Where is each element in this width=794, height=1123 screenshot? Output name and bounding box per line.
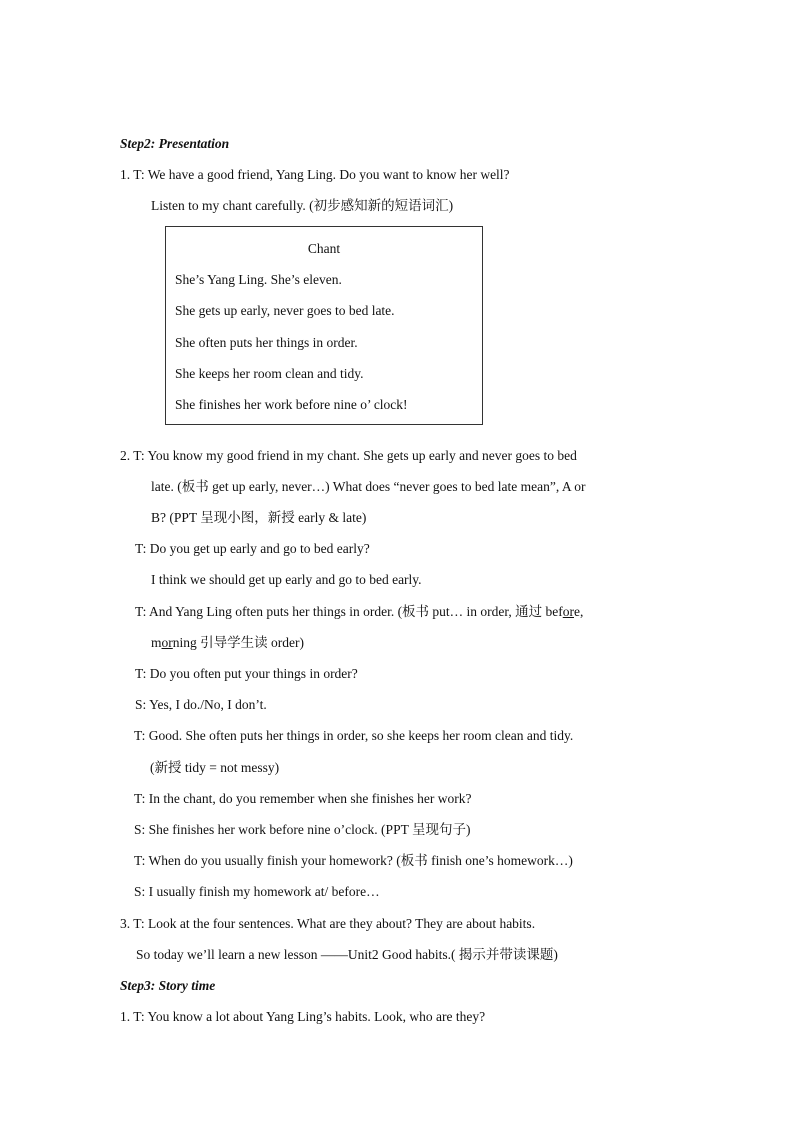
item2-line14: T: When do you usually finish your homework? (板书 finish one’s homework…) bbox=[134, 853, 573, 868]
item2-line9: S: Yes, I do./No, I don’t. bbox=[135, 697, 267, 712]
step2-item1-line2: Listen to my chant carefully. (初步感知新的短语词汇) bbox=[151, 198, 454, 213]
line6-text-a: T: And Yang Ling often puts her things in order. (板书 put… in order, 通过 bef bbox=[135, 604, 563, 619]
item2-line5: I think we should get up early and go to bed early. bbox=[151, 572, 422, 587]
item2-line11: (新授 tidy = not messy) bbox=[150, 760, 280, 775]
chant-line: She’s Yang Ling. She’s eleven. bbox=[175, 272, 342, 287]
item2-line3: B? (PPT 呈现小图，新授 early & late) bbox=[151, 510, 367, 525]
line7-text-a: m bbox=[151, 635, 162, 650]
item2-line12: T: In the chant, do you remember when she finishes her work? bbox=[134, 791, 472, 806]
step2-item1-line1: 1. T: We have a good friend, Yang Ling. Do you want to know her well? bbox=[120, 167, 510, 182]
chant-line: She finishes her work before nine o’ clock! bbox=[175, 397, 408, 412]
step2-heading: Step2: Presentation bbox=[120, 136, 230, 151]
item2-line2: late. (板书 get up early, never…) What does “never goes to bed late mean”, A or bbox=[151, 479, 586, 494]
line6-text-b: e, bbox=[574, 604, 584, 619]
chant-line: She often puts her things in order. bbox=[175, 335, 358, 350]
item2-line10: T: Good. She often puts her things in order, so she keeps her room clean and tidy. bbox=[134, 728, 574, 743]
item3-line1: 3. T: Look at the four sentences. What are they about? They are about habits. bbox=[120, 916, 536, 931]
item3-line2: So today we’ll learn a new lesson ——Unit2 Good habits.( 揭示并带读课题) bbox=[136, 947, 558, 962]
item2-line8: T: Do you often put your things in order? bbox=[135, 666, 358, 681]
item2-line15: S: I usually finish my homework at/ before… bbox=[134, 884, 380, 899]
item2-line4: T: Do you get up early and go to bed early? bbox=[135, 541, 370, 556]
chant-line: She keeps her room clean and tidy. bbox=[175, 366, 364, 381]
step3-item1: 1. T: You know a lot about Yang Ling’s habits. Look, who are they? bbox=[120, 1009, 486, 1024]
chant-line: She gets up early, never goes to bed late. bbox=[175, 303, 395, 318]
line7-text-b: ning 引导学生读 order) bbox=[172, 635, 304, 650]
chant-title: Chant bbox=[307, 241, 341, 256]
item2-line7 bbox=[151, 634, 304, 652]
underlined-or: or bbox=[161, 635, 173, 650]
step3-heading: Step3: Story time bbox=[120, 978, 216, 993]
underlined-or: or bbox=[562, 604, 574, 619]
chant-box bbox=[165, 226, 483, 425]
item2-line6 bbox=[135, 603, 583, 621]
item2-line1: 2. T: You know my good friend in my chant. She gets up early and never goes to bed bbox=[120, 448, 577, 463]
item2-line13: S: She finishes her work before nine o’clock. (PPT 呈现句子) bbox=[134, 822, 471, 837]
